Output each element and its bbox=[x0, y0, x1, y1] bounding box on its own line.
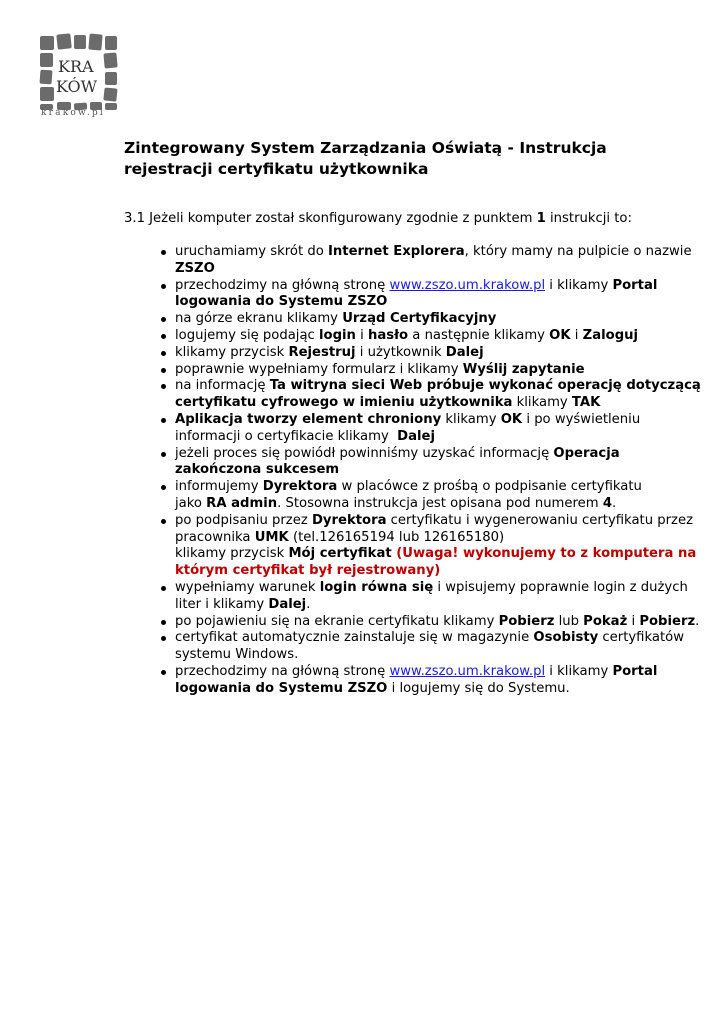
steps-list bbox=[175, 244, 705, 698]
text: po pojawieniu się na ekranie certyfikatu klikamy bbox=[175, 613, 499, 629]
bold-text: OK bbox=[500, 411, 523, 427]
list-item bbox=[175, 614, 705, 631]
bold-text: ZSZO bbox=[175, 260, 215, 276]
bold-text: Portal logowania do Systemu ZSZO bbox=[175, 663, 658, 696]
zszo-link[interactable]: www.zszo.um.krakow.pl bbox=[389, 277, 546, 293]
text: (tel.126165194 lub 126165180) bbox=[288, 529, 505, 545]
bold-text: Ta witryna sieci Web próbuje wykonać operację dotyczącą certyfikatu cyfrowego w imieniu użytkownika bbox=[175, 378, 701, 411]
list-item bbox=[175, 362, 705, 379]
list-item bbox=[175, 446, 705, 480]
text: certyfikat automatycznie zainstaluje się w magazynie bbox=[175, 630, 534, 646]
list-item bbox=[175, 328, 705, 345]
list-item bbox=[175, 664, 705, 698]
bold-text: Operacja zakończona sukcesem bbox=[175, 445, 620, 478]
text: informujemy bbox=[175, 479, 263, 495]
text: a następnie klikamy bbox=[408, 327, 550, 343]
intro-paragraph bbox=[124, 210, 704, 227]
text: logujemy się podając bbox=[175, 327, 320, 343]
intro-text-end: instrukcji to: bbox=[545, 211, 632, 226]
intro-text: 3.1 Jeżeli komputer został skonfigurowany zgodnie z punktem bbox=[124, 211, 537, 226]
text: . Stosowna instrukcja jest opisana pod numerem bbox=[277, 495, 603, 511]
text: na informację bbox=[175, 378, 270, 394]
text: i wpisujemy poprawnie login z dużych liter i klikamy bbox=[175, 579, 688, 612]
text: przechodzimy na główną stronę bbox=[175, 277, 390, 293]
text: jeżeli proces się powiódł powinniśmy uzyskać informację bbox=[175, 445, 554, 461]
list-item bbox=[175, 513, 705, 580]
text: poprawnie wypełniamy formularz i klikamy bbox=[175, 361, 463, 377]
text: i użytkownik bbox=[355, 344, 446, 360]
bold-text: Mój certyfikat bbox=[288, 546, 392, 562]
text: i logujemy się do Systemu. bbox=[387, 680, 570, 696]
bold-text: login równa się bbox=[319, 579, 434, 595]
bold-text: Dalej bbox=[397, 428, 435, 444]
bold-text: Dalej bbox=[268, 596, 307, 612]
bold-text: Wyślij zapytanie bbox=[462, 361, 585, 377]
bold-text: OK bbox=[549, 327, 571, 343]
list-item bbox=[175, 311, 705, 328]
text: przechodzimy na główną stronę bbox=[175, 663, 390, 679]
text: jako bbox=[175, 495, 207, 511]
text: i po wyświetleniu informacji o certyfikacie klikamy bbox=[175, 411, 645, 444]
bold-text: Aplikacja tworzy element chroniony bbox=[175, 411, 442, 427]
bold-text: Pokaż bbox=[583, 613, 628, 629]
bold-text: login bbox=[319, 327, 356, 343]
bold-text: 4 bbox=[602, 495, 612, 511]
bold-text: Portal logowania do Systemu ZSZO bbox=[175, 277, 658, 310]
text: lub bbox=[554, 613, 584, 629]
bold-text: Dalej bbox=[445, 344, 484, 360]
intro-number: 1 bbox=[536, 211, 546, 226]
bold-text: Dyrektora bbox=[262, 479, 338, 495]
list-item bbox=[175, 244, 705, 278]
bold-text: Pobierz bbox=[498, 613, 555, 629]
zszo-link[interactable]: www.zszo.um.krakow.pl bbox=[389, 663, 546, 679]
warning-text: (Uwaga! wykonujemy to z komputera na którym certyfikat był rejestrowany) bbox=[175, 546, 697, 579]
text: klikamy przycisk bbox=[175, 344, 289, 360]
text: , który mamy na pulpicie o nazwie bbox=[464, 244, 692, 259]
text: certyfikatów systemu Windows. bbox=[175, 630, 685, 663]
bold-text: RA admin bbox=[206, 495, 278, 511]
text: klikamy bbox=[512, 395, 572, 411]
list-item bbox=[175, 630, 705, 664]
list-item bbox=[175, 378, 705, 412]
text: i klikamy bbox=[545, 663, 613, 679]
text: klikamy przycisk bbox=[175, 546, 289, 562]
bold-text: Rejestruj bbox=[288, 344, 356, 360]
logo-text-line2: KÓW bbox=[56, 77, 98, 96]
logo-caption: krakow.pl bbox=[41, 108, 105, 118]
bold-text: hasło bbox=[368, 327, 409, 343]
bold-text: Zaloguj bbox=[582, 327, 639, 343]
text: certyfikatu i wygenerowaniu certyfikatu przez pracownika bbox=[175, 512, 694, 545]
bold-text: Dyrektora bbox=[311, 512, 387, 528]
text: klikamy bbox=[441, 411, 501, 427]
text: . bbox=[695, 613, 700, 629]
list-item bbox=[175, 580, 705, 614]
text: i bbox=[627, 613, 640, 629]
text: i klikamy bbox=[545, 277, 613, 293]
page-title: Zintegrowany System Zarządzania Oświatą - Instrukcja rejestracji certyfikatu użytkownika bbox=[124, 139, 607, 178]
text: . bbox=[612, 495, 617, 511]
list-item bbox=[175, 345, 705, 362]
text: . bbox=[306, 596, 311, 612]
text: wypełniamy warunek bbox=[175, 579, 320, 595]
text: w placówce z prośbą o podpisanie certyfikatu bbox=[337, 479, 642, 495]
text: po podpisaniu przez bbox=[175, 512, 312, 528]
text: uruchamiamy skrót do bbox=[175, 244, 328, 259]
text: i bbox=[570, 327, 583, 343]
bold-text: Urząd Certyfikacyjny bbox=[342, 311, 497, 327]
text: na górze ekranu klikamy bbox=[175, 311, 343, 327]
text: i bbox=[355, 327, 369, 343]
bold-text: Osobisty bbox=[533, 630, 599, 646]
list-item bbox=[175, 479, 705, 513]
bold-text: TAK bbox=[571, 395, 601, 411]
bold-text: Internet Explorera bbox=[327, 244, 465, 259]
list-item bbox=[175, 412, 705, 446]
list-item bbox=[175, 278, 705, 312]
logo-text-line1: KRA bbox=[58, 57, 94, 76]
bold-text: Pobierz bbox=[639, 613, 696, 629]
bold-text: UMK bbox=[254, 529, 289, 545]
